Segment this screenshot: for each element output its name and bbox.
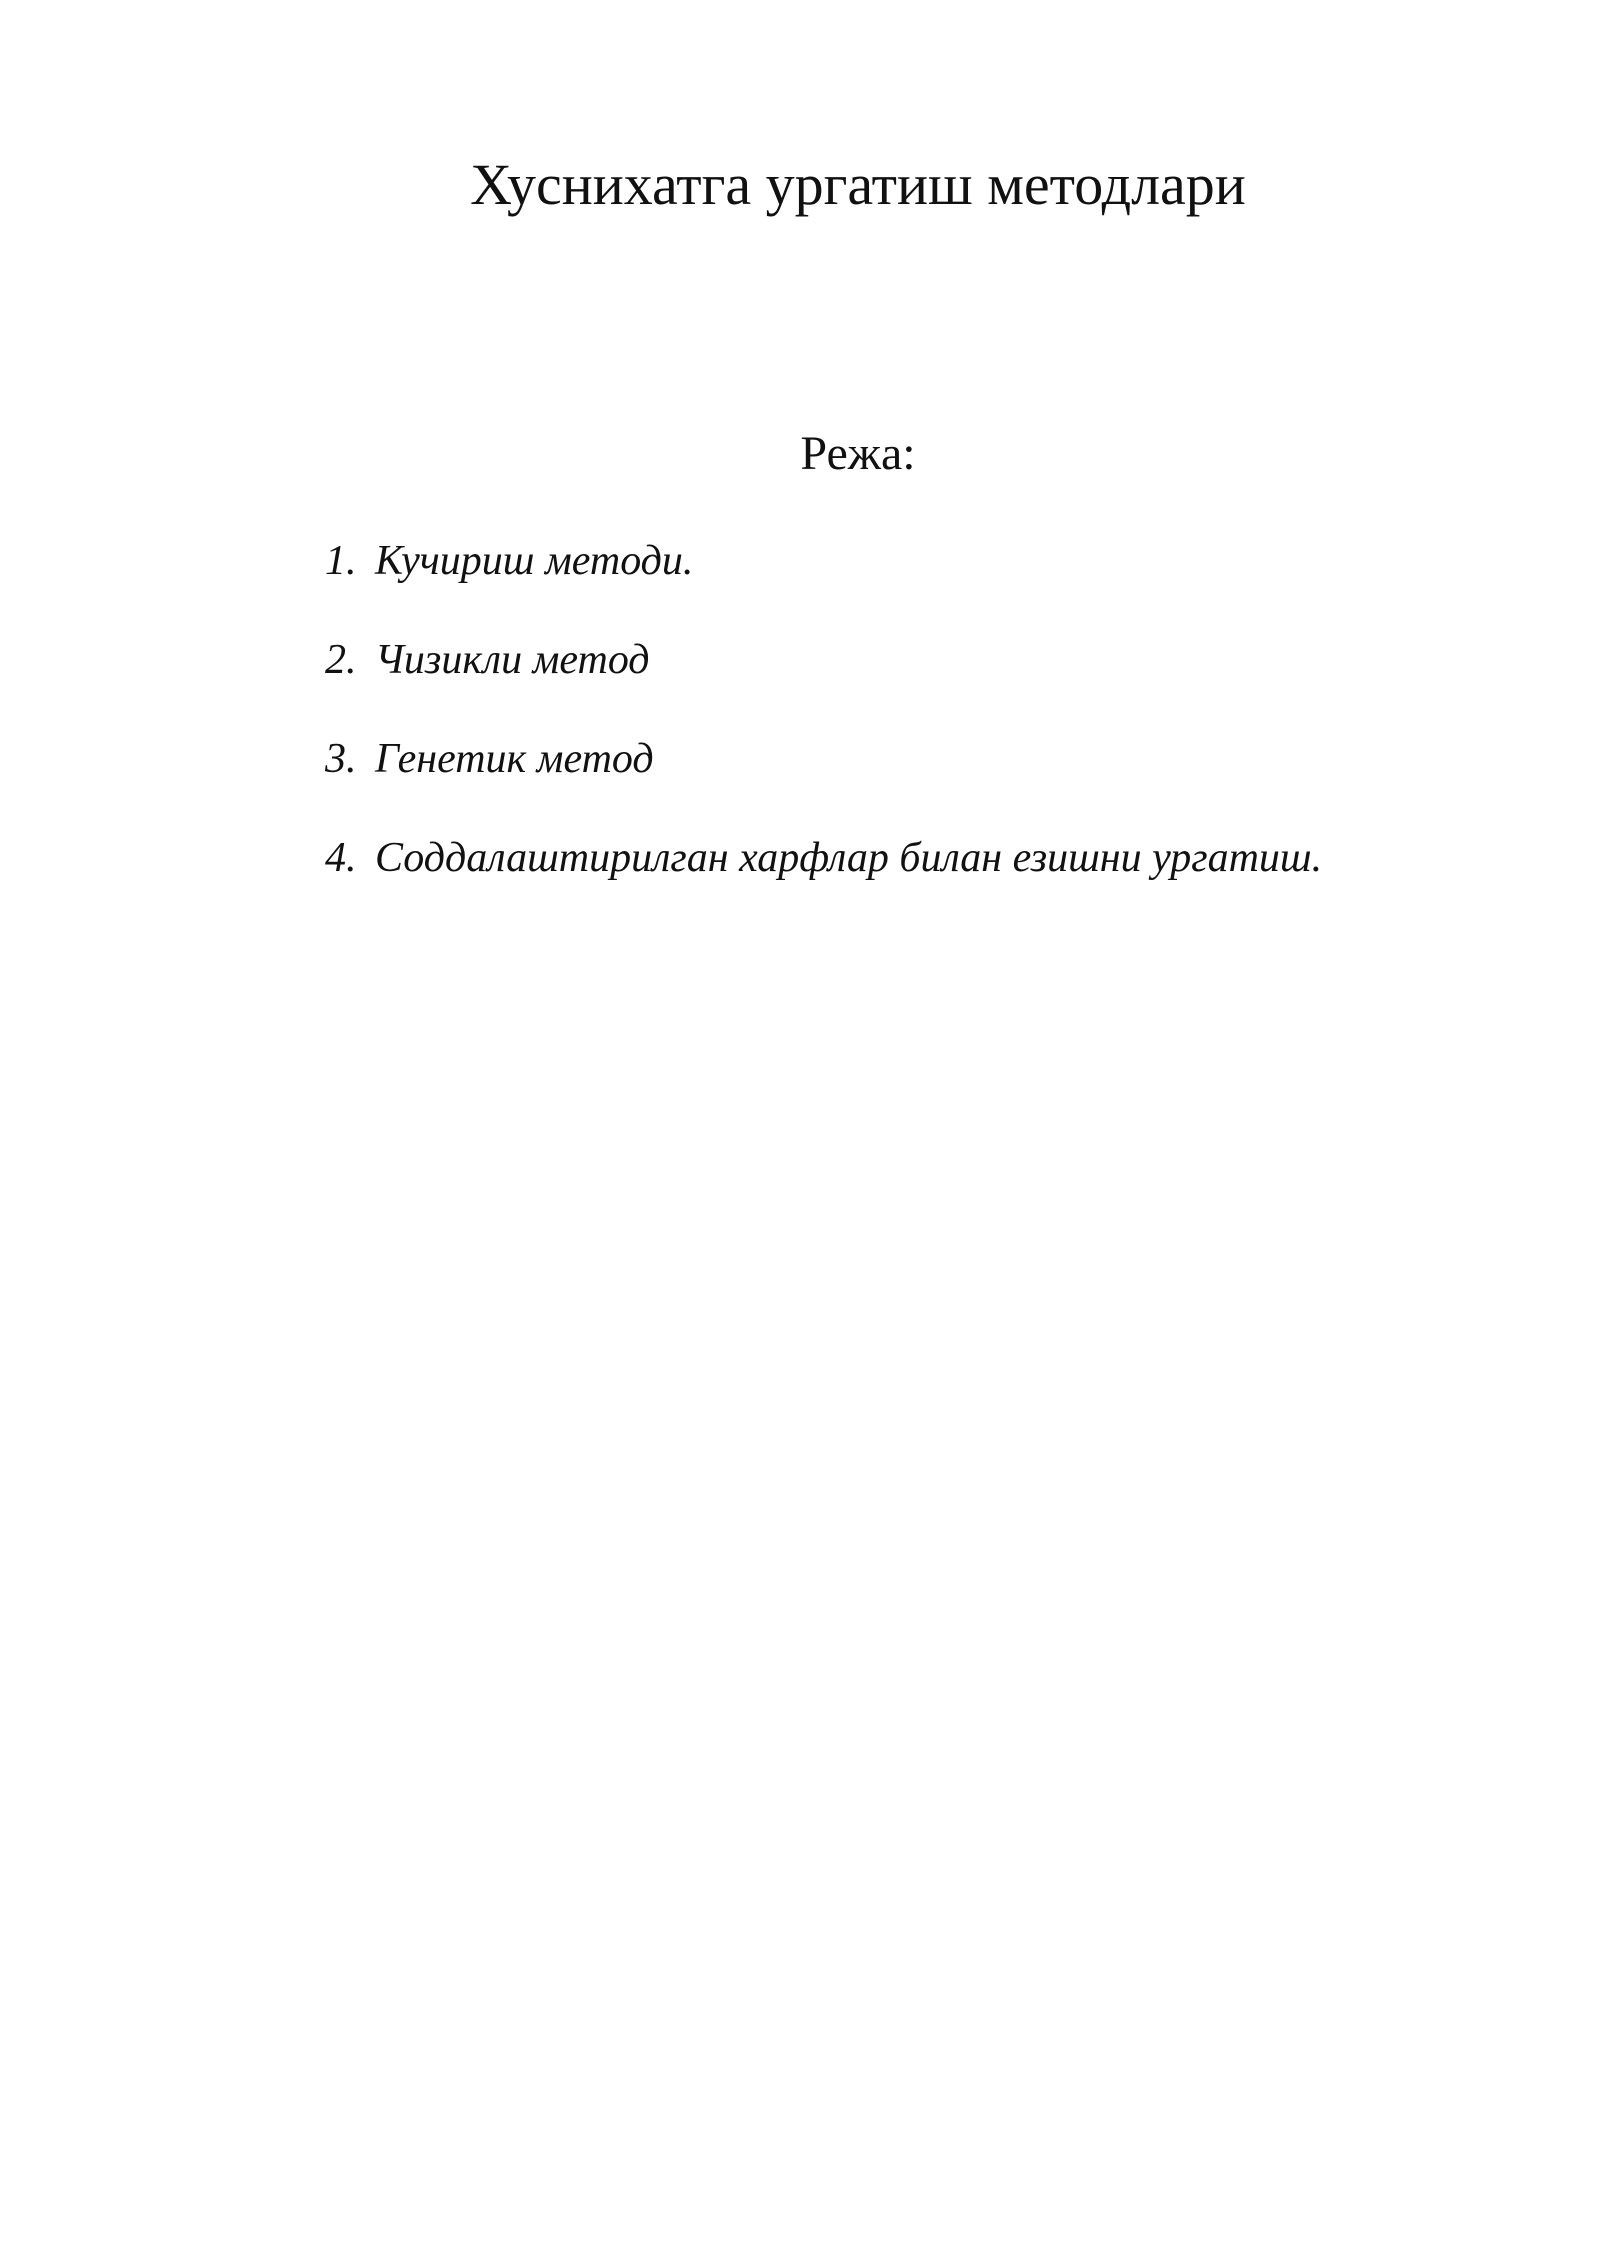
- plan-item-text: Генетик метод: [375, 736, 654, 782]
- document-title: Хуснихатга ургатиш методлари: [470, 152, 1246, 217]
- plan-item-number: 4.: [325, 835, 357, 881]
- plan-heading: Режа:: [800, 427, 916, 480]
- plan-item-2: [325, 635, 1525, 734]
- plan-item-4: [325, 833, 1525, 932]
- plan-item-text: Чизикли метод: [375, 637, 650, 683]
- plan-item-number: 1.: [325, 538, 357, 584]
- plan-item-3: [325, 734, 1525, 833]
- plan-item-1: [325, 536, 1525, 635]
- plan-item-text: Кучириш методи.: [375, 538, 694, 584]
- plan-item-number: 2.: [325, 637, 357, 683]
- plan-item-text: Соддалаштирилган харфлар билан езишни ургатиш.: [375, 835, 1323, 881]
- plan-item-number: 3.: [325, 736, 357, 782]
- plan-list: [325, 536, 1525, 932]
